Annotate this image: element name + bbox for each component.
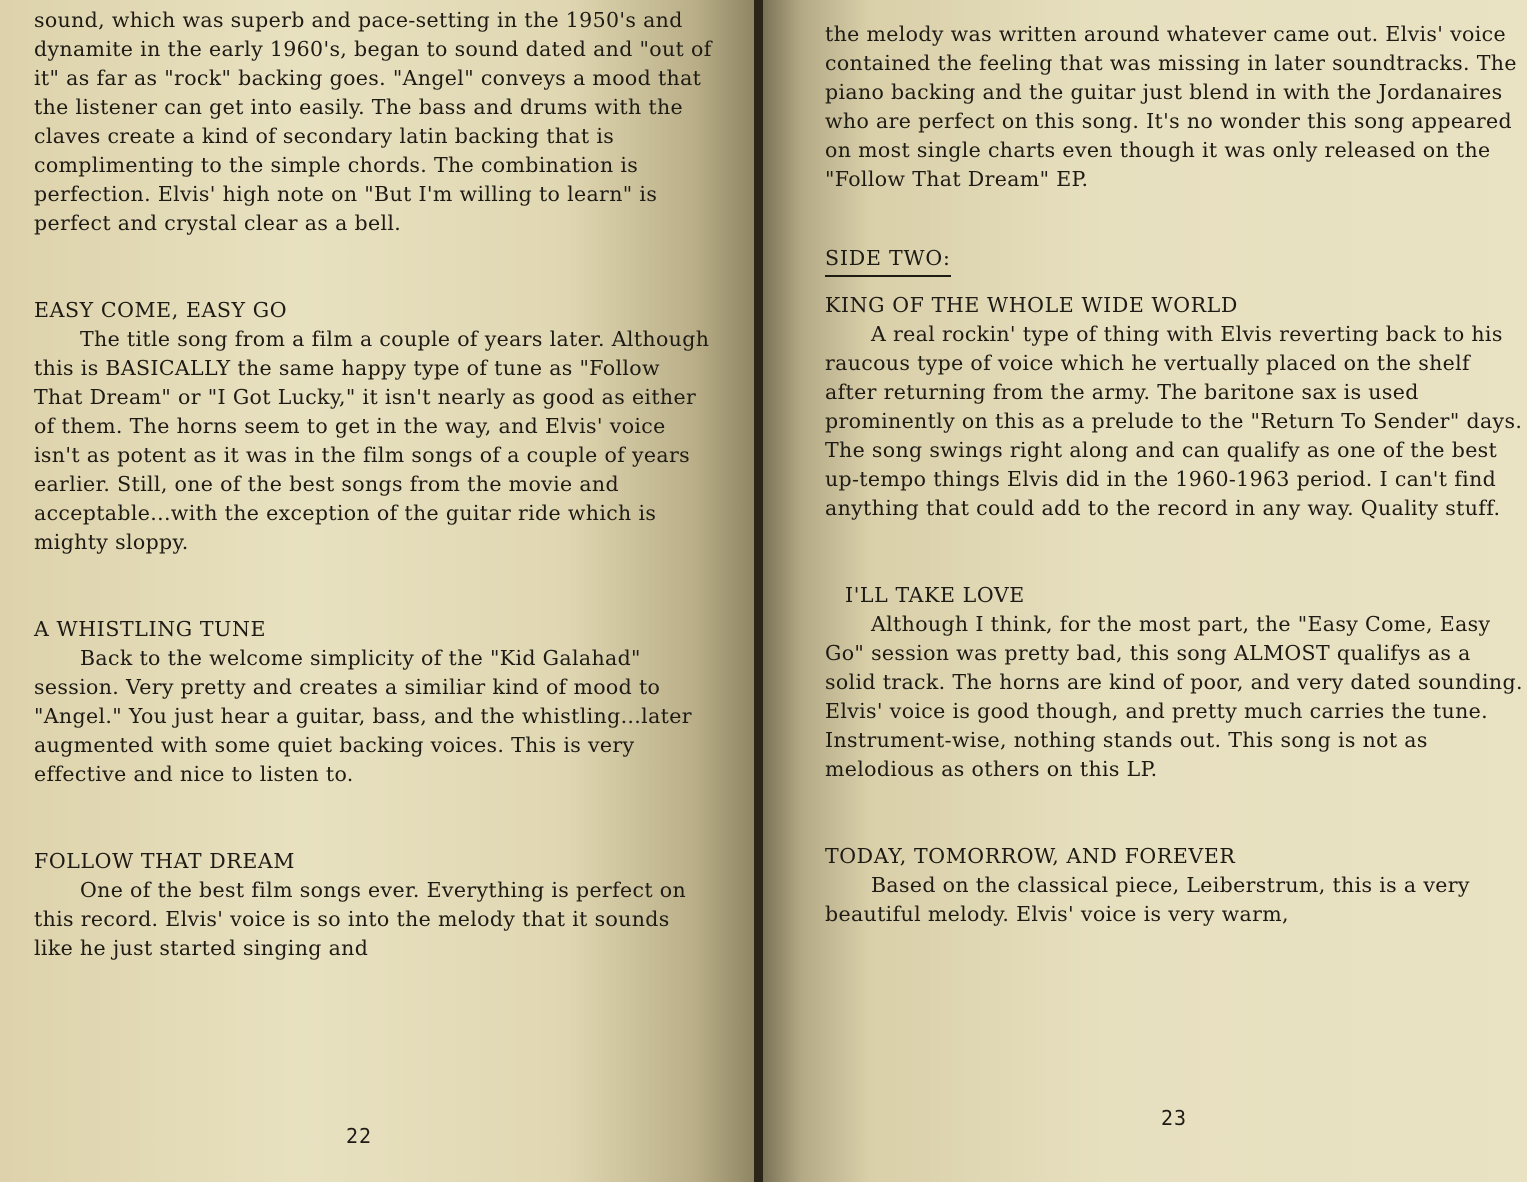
page-number-left: 22 bbox=[346, 1124, 373, 1148]
section-today-tomorrow-and-forever bbox=[825, 842, 1525, 929]
section-easy-come-easy-go bbox=[34, 296, 714, 557]
left-intro-paragraph: sound, which was superb and pace-setting in the 1950's and dynamite in the early 1960's, began to sound dated and "out of it" as far as "rock" backing goes. "Angel" conveys a mood that the listener can get into easily. The bass and drums with the claves create a kind of secondary latin backing that is complimenting to the simple chords. The combination is perfection. Elvis' high note on "But I'm willing to learn" is perfect and crystal clear as a bell. bbox=[34, 8, 712, 235]
section-title: EASY COME, EASY GO bbox=[34, 298, 288, 322]
page-number-right: 23 bbox=[1161, 1106, 1188, 1130]
section-body: The title song from a film a couple of years later. Although this is BASICALLY the same happy type of tune as "Follow That Dream" or "I Got Lucky," it isn't nearly as good as either of them. The horns seem to get in the way, and Elvis' voice isn't as potent as it was in the film songs of a couple of years earlier. Still, one of the best songs from the movie and acceptable...with the exception of the guitar ride which is mighty sloppy. bbox=[34, 327, 710, 554]
section-title: KING OF THE WHOLE WIDE WORLD bbox=[825, 293, 1238, 317]
section-title: I'LL TAKE LOVE bbox=[845, 583, 1025, 607]
side-two-heading: SIDE TWO: bbox=[825, 244, 951, 277]
section-a-whistling-tune bbox=[34, 615, 714, 789]
section-body: One of the best film songs ever. Everything is perfect on this record. Elvis' voice is so into the melody that it sounds like he just started singing and bbox=[34, 878, 687, 960]
section-body: Based on the classical piece, Leiberstrum, this is a very beautiful melody. Elvis' voice is very warm, bbox=[825, 873, 1470, 926]
section-king-of-the-whole-wide-world bbox=[825, 291, 1525, 523]
section-body: Although I think, for the most part, the "Easy Come, Easy Go" session was pretty bad, this song ALMOST qualifys as a solid track. The horns are kind of poor, and very dated sounding. Elvis' voice is good though, and pretty much carries the tune. Instrument-wise, nothing stands out. This song is not as melodious as others on this LP. bbox=[825, 612, 1523, 781]
section-body: Back to the welcome simplicity of the "Kid Galahad" session. Very pretty and creates a similiar kind of mood to "Angel." You just hear a guitar, bass, and the whistling...later augmented with some quiet backing voices. This is very effective and nice to listen to. bbox=[34, 646, 692, 786]
section-title: TODAY, TOMORROW, AND FOREVER bbox=[825, 844, 1236, 868]
section-follow-that-dream bbox=[34, 847, 714, 963]
left-page-column bbox=[34, 6, 714, 963]
right-intro-paragraph: the melody was written around whatever came out. Elvis' voice contained the feeling that was missing in later soundtracks. The piano backing and the guitar just blend in with the Jordanaires who are perfect on this song. It's no wonder this song appeared on most single charts even though it was only released on the "Follow That Dream" EP. bbox=[825, 22, 1517, 191]
right-page bbox=[763, 0, 1527, 1182]
section-body: A real rockin' type of thing with Elvis reverting back to his raucous type of voice which he vertually placed on the shelf after returning from the army. The baritone sax is used prominently on this as a prelude to the "Return To Sender" days. The song swings right along and can qualify as one of the best up-tempo things Elvis did in the 1960-1963 period. I can't find anything that could add to the record in any way. Quality stuff. bbox=[825, 322, 1523, 520]
section-title: FOLLOW THAT DREAM bbox=[34, 849, 295, 873]
right-page-column bbox=[825, 20, 1525, 929]
section-title: A WHISTLING TUNE bbox=[34, 617, 267, 641]
section-ill-take-love bbox=[825, 581, 1525, 784]
left-page bbox=[0, 0, 756, 1182]
